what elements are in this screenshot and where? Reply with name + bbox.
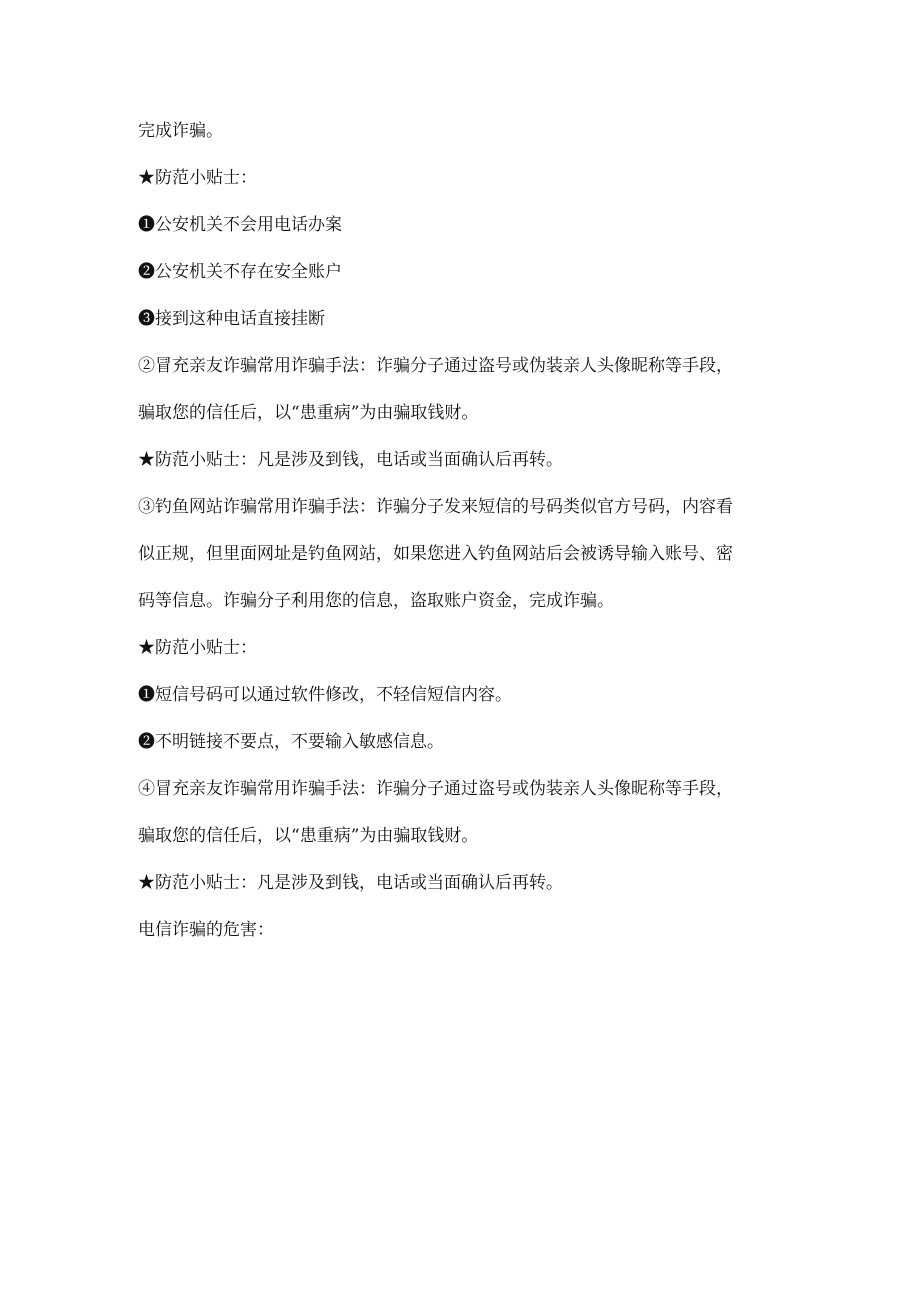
text-line: 完成诈骗。 xyxy=(138,121,223,141)
text-line: 骗取您的信任后，以“患重病”为由骗取钱财。 xyxy=(138,403,479,423)
tips-heading: ★防范小贴士：凡是涉及到钱，电话或当面确认后再转。 xyxy=(138,450,563,470)
tips-heading: ★防范小贴士： xyxy=(138,168,257,188)
tip-item: ❷不明链接不要点，不要输入敏感信息。 xyxy=(138,732,444,752)
tip-item: ❶公安机关不会用电话办案 xyxy=(138,215,342,235)
text-line: 骗取您的信任后，以“患重病”为由骗取钱财。 xyxy=(138,826,479,846)
text-line: ④冒充亲友诈骗常用诈骗手法：诈骗分子通过盗号或伪装亲人头像昵称等手段， xyxy=(138,779,733,799)
tips-heading: ★防范小贴士：凡是涉及到钱，电话或当面确认后再转。 xyxy=(138,873,563,893)
text-line: 码等信息。诈骗分子利用您的信息，盗取账户资金，完成诈骗。 xyxy=(138,591,614,611)
tip-item: ❶短信号码可以通过软件修改，不轻信短信内容。 xyxy=(138,685,512,705)
tips-heading: ★防范小贴士： xyxy=(138,638,257,658)
text-line: ③钓鱼网站诈骗常用诈骗手法：诈骗分子发来短信的号码类似官方号码，内容看 xyxy=(138,497,733,517)
tip-item: ❷公安机关不存在安全账户 xyxy=(138,262,342,282)
text-line: ②冒充亲友诈骗常用诈骗手法：诈骗分子通过盗号或伪装亲人头像昵称等手段， xyxy=(138,356,733,376)
text-line: 似正规，但里面网址是钓鱼网站，如果您进入钓鱼网站后会被诱导输入账号、密 xyxy=(138,544,733,564)
document-page xyxy=(138,108,798,954)
tip-item: ❸接到这种电话直接挂断 xyxy=(138,309,325,329)
section-heading: 电信诈骗的危害： xyxy=(138,920,274,940)
